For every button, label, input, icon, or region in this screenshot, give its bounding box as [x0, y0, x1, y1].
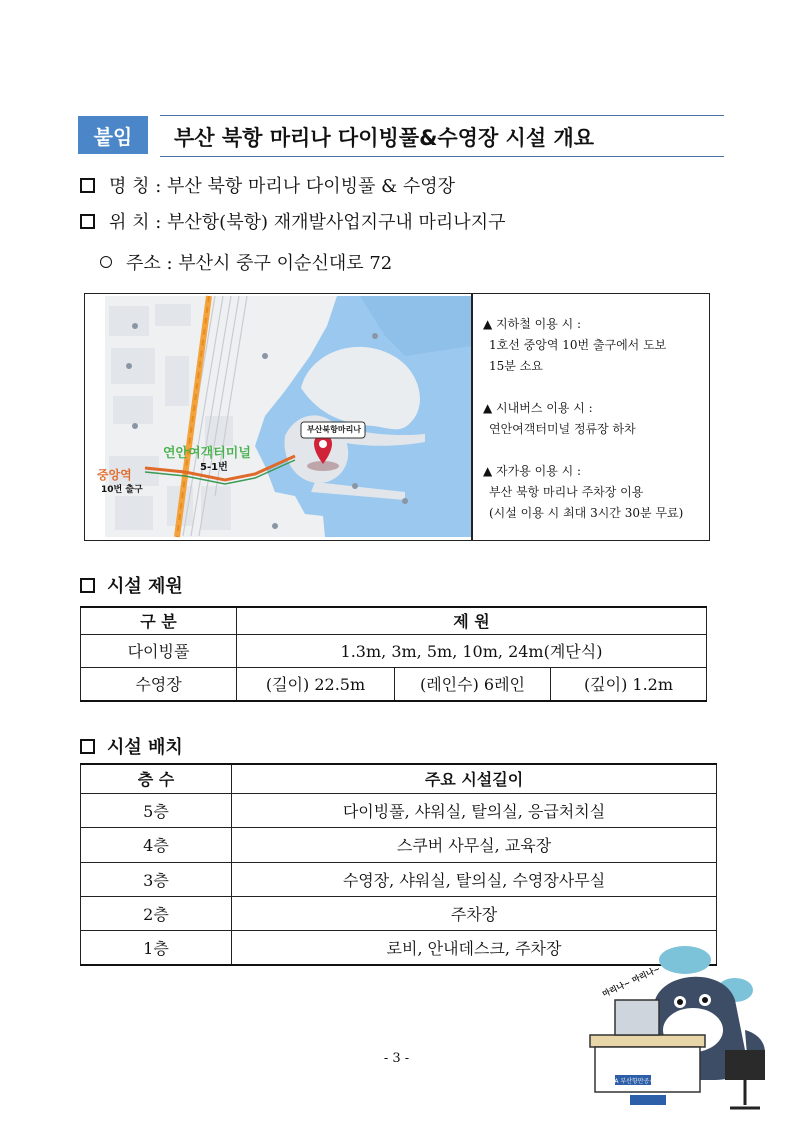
table-row: 다이빙풀 1.3m, 3m, 5m, 10m, 24m(계단식) [81, 634, 707, 667]
table-row: 1층 로비, 안내데스크, 주차장 [81, 930, 717, 965]
specs-col-category: 구 분 [81, 607, 237, 634]
whale-mascot-icon [585, 940, 780, 1115]
location-box [84, 293, 710, 541]
table-row: 5층 다이빙풀, 샤워실, 탈의실, 응급처치실 [81, 793, 717, 827]
station-label: 중앙역 [97, 468, 132, 482]
name-text: 명 칭 : 부산 북항 마리나 다이빙풀 & 수영장 [109, 176, 456, 197]
exit-label: 10번 출구 [101, 485, 143, 495]
specs-heading: 시설 제원 [80, 572, 183, 598]
layout-col-floor: 층 수 [81, 764, 232, 793]
directions [483, 314, 708, 545]
address-line [100, 249, 392, 275]
page-title: 부산 북항 마리나 다이빙풀&수영장 시설 개요 [174, 126, 595, 150]
table-row: 4층 스쿠버 사무실, 교육장 [81, 827, 717, 862]
appendix-tag: 붙임 [78, 116, 148, 154]
location-text: 위 치 : 부산항(북항) 재개발사업지구내 마리나지구 [109, 212, 506, 233]
direction-bus: ▲ 시내버스 이용 시 : 연안여객터미널 정류장 하차 [483, 401, 636, 436]
marker-label: 부산북항마리나 [306, 425, 362, 434]
checkbox-bullet-icon [80, 578, 95, 593]
name-line [80, 172, 455, 198]
specs-col-spec: 제 원 [237, 607, 707, 634]
table-row: 수영장 (길이) 22.5m (레인수) 6레인 (깊이) 1.2m [81, 667, 707, 701]
direction-car: ▲ 자가용 이용 시 : 부산 북항 마리나 주차장 이용 (시설 이용 시 최대 3시간 30분 무료) [483, 464, 684, 520]
checkbox-bullet-icon [80, 739, 95, 754]
table-row: 3층 수영장, 샤워실, 탈의실, 수영장사무실 [81, 862, 717, 896]
map-graphic [105, 296, 471, 537]
mascot-speech: 마리나~ 마리나~ [601, 964, 662, 999]
page-number: - 3 - [383, 1051, 410, 1066]
layout-col-facilities: 주요 시설길이 [232, 764, 717, 793]
address-text: 주소 : 부산시 중구 이순신대로 72 [126, 253, 393, 274]
title-bar [160, 115, 724, 157]
box-divider [471, 294, 473, 540]
checkbox-bullet-icon [80, 214, 95, 229]
terminal-label: 연안여객터미널 [163, 446, 251, 461]
bus-label: 5-1번 [200, 462, 228, 473]
specs-table [80, 606, 707, 702]
location-map [97, 296, 471, 537]
layout-heading: 시설 배치 [80, 733, 183, 759]
circle-bullet-icon [100, 256, 112, 268]
layout-table [80, 763, 717, 966]
desk-logo: BPA 부산항만공사 [607, 1078, 656, 1085]
checkbox-bullet-icon [80, 178, 95, 193]
location-line [80, 208, 505, 234]
direction-subway: ▲ 지하철 이용 시 : 1호선 중앙역 10번 출구에서 도보 15분 소요 [483, 317, 667, 373]
mascot-illustration [585, 940, 780, 1115]
table-row: 2층 주차장 [81, 896, 717, 930]
